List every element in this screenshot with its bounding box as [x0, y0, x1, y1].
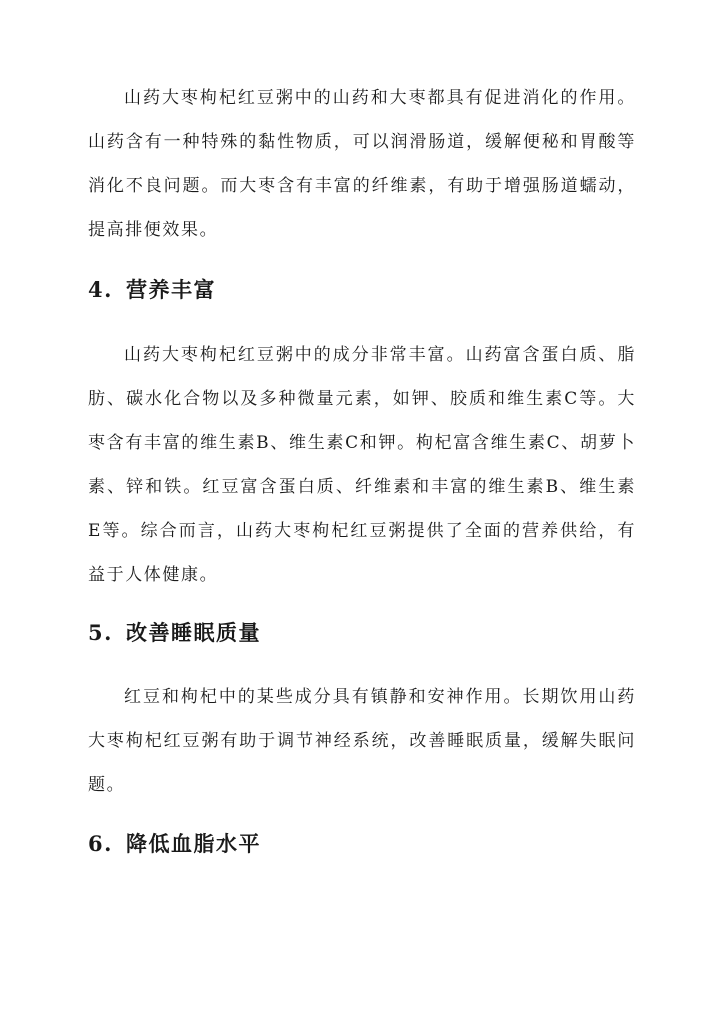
section-title: 营养丰富 — [126, 277, 216, 302]
section-heading-nutrition — [88, 275, 216, 305]
section-number: 6. — [88, 831, 113, 856]
section-title: 降低血脂水平 — [126, 831, 261, 856]
paragraph-nutrition: 山药大枣枸杞红豆粥中的成分非常丰富。山药富含蛋白质、脂肪、碳水化合物以及多种微量元素，如钾、胶质和维生素C等。大枣含有丰富的维生素B、维生素C和钾。枸杞富含维生素C、胡萝卜素、锌和铁。红豆富含蛋白质、纤维素和丰富的维生素B、维生素E等。综合而言，山药大枣枸杞红豆粥提供了全面的营养供给，有益于人体健康。 — [88, 345, 636, 585]
section-number: 5. — [88, 620, 113, 645]
section-number: 4. — [88, 277, 113, 302]
section-heading-blood-lipids — [88, 829, 261, 859]
section-title: 改善睡眠质量 — [126, 620, 261, 645]
paragraph-digestion: 山药大枣枸杞红豆粥中的山药和大枣都具有促进消化的作用。山药含有一种特殊的黏性物质，可以润滑肠道，缓解便秘和胃酸等消化不良问题。而大枣含有丰富的纤维素，有助于增强肠道蠕动，提高排便效果。 — [88, 88, 636, 240]
paragraph-sleep: 红豆和枸杞中的某些成分具有镇静和安神作用。长期饮用山药大枣枸杞红豆粥有助于调节神经系统，改善睡眠质量，缓解失眠问题。 — [88, 687, 636, 795]
section-heading-sleep — [88, 618, 261, 648]
